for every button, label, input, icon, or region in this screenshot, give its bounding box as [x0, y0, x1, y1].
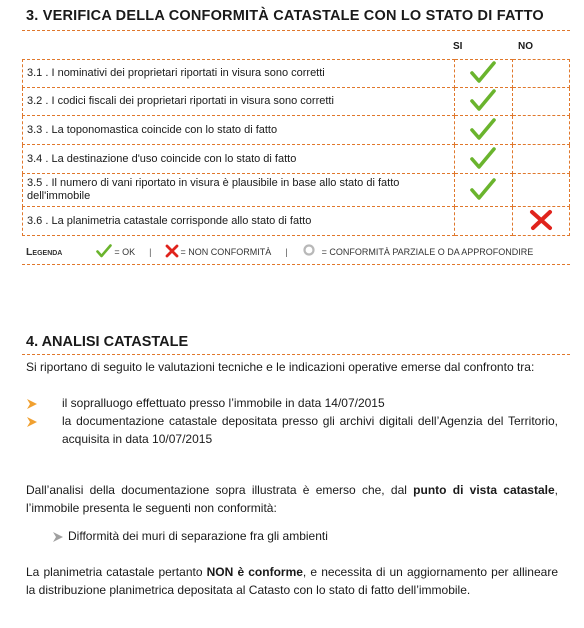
circle-icon	[302, 244, 316, 260]
legend-ok-label: = OK	[114, 247, 136, 257]
analysis-text: , l’immobile presenta le seguenti non conformità:	[26, 483, 558, 515]
checklist-question: 3.6 . La planimetria catastale corrisponde allo stato di fatto	[23, 207, 455, 236]
table-row	[23, 116, 570, 145]
cross-icon	[165, 244, 179, 260]
checklist-question: 3.4 . La destinazione d'uso coincide con lo stato di fatto	[23, 145, 455, 174]
no-cell	[512, 116, 569, 145]
si-cell	[455, 60, 512, 88]
table-row	[23, 145, 570, 174]
conclusion-bold-text: NON è conforme	[206, 565, 303, 579]
no-cell	[512, 60, 569, 88]
checklist-question: 3.2 . I codici fiscali dei proprietari riportati in visura sono corretti	[23, 88, 455, 116]
arrow-bullet-icon	[26, 415, 38, 433]
table-row	[23, 174, 570, 207]
si-cell	[455, 116, 512, 145]
check-icon	[470, 132, 496, 144]
list-item-text: la documentazione catastale depositata presso gli archivi digitali dell’Agenzia del Territorio, acquisita in data 10/07/2015	[62, 414, 558, 446]
analysis-text: Dall’analisi della documentazione sopra illustrata è emerso che, dal	[26, 483, 414, 497]
legend-divider	[22, 264, 570, 265]
no-cell	[512, 88, 569, 116]
legend	[26, 244, 533, 260]
list-item-text: il sopralluogo effettuato presso l’immobile in data 14/07/2015	[62, 396, 385, 410]
legend-non-conf-label: = NON CONFORMITÀ	[180, 247, 272, 257]
legend-separator: |	[149, 247, 152, 257]
section-3-divider	[22, 30, 570, 31]
list-item	[26, 394, 558, 412]
list-item-text: Difformità dei muri di separazione fra gli ambienti	[68, 529, 328, 543]
checklist-question: 3.5 . Il numero di vani riportato in visura è plausibile in base allo stato di fatto dell'immobile	[23, 174, 455, 207]
conformity-checklist-table	[22, 59, 570, 236]
check-icon	[470, 75, 496, 87]
legend-parziale-label: = CONFORMITÀ PARZIALE O DA APPROFONDIRE	[321, 247, 534, 257]
list-item	[26, 412, 558, 448]
check-icon	[470, 161, 496, 173]
si-cell	[455, 88, 512, 116]
section-3-title: 3. VERIFICA DELLA CONFORMITÀ CATASTALE CON LO STATO DI FATTO	[26, 8, 544, 24]
section-4-divider	[22, 354, 570, 355]
si-cell	[455, 207, 512, 236]
check-icon	[96, 244, 112, 260]
checklist-question: 3.1 . I nominativi dei proprietari riportati in visura sono corretti	[23, 60, 455, 88]
no-cell	[512, 207, 569, 236]
intro-paragraph: Si riportano di seguito le valutazioni tecniche e le indicazioni operative emerse dal confronto tra:	[26, 360, 535, 374]
cross-icon	[529, 222, 553, 234]
table-row	[23, 207, 570, 236]
checklist-question: 3.3 . La toponomastica coincide con lo stato di fatto	[23, 116, 455, 145]
conclusion-text: , e necessita di un aggiornamento per allineare la distribuzione planimetrica depositata al Catasto con lo stato di fatto dell’immobile.	[26, 565, 558, 597]
check-icon	[470, 103, 496, 115]
column-header-si: SI	[453, 41, 463, 52]
si-cell	[455, 145, 512, 174]
check-icon	[470, 192, 496, 204]
si-cell	[455, 174, 512, 207]
analysis-paragraph	[26, 481, 558, 517]
analysis-bold-text: punto di vista catastale	[413, 483, 555, 497]
table-row	[23, 88, 570, 116]
list-item	[52, 527, 558, 545]
legend-separator: |	[285, 247, 288, 257]
table-row	[23, 60, 570, 88]
no-cell	[512, 174, 569, 207]
arrow-bullet-icon	[52, 530, 64, 548]
column-header-no: NO	[518, 41, 533, 52]
legend-title: Legenda	[26, 246, 63, 258]
conclusion-paragraph	[26, 563, 558, 599]
section-4-title: 4. ANALISI CATASTALE	[26, 334, 189, 350]
no-cell	[512, 145, 569, 174]
conclusion-text: La planimetria catastale pertanto	[26, 565, 207, 579]
